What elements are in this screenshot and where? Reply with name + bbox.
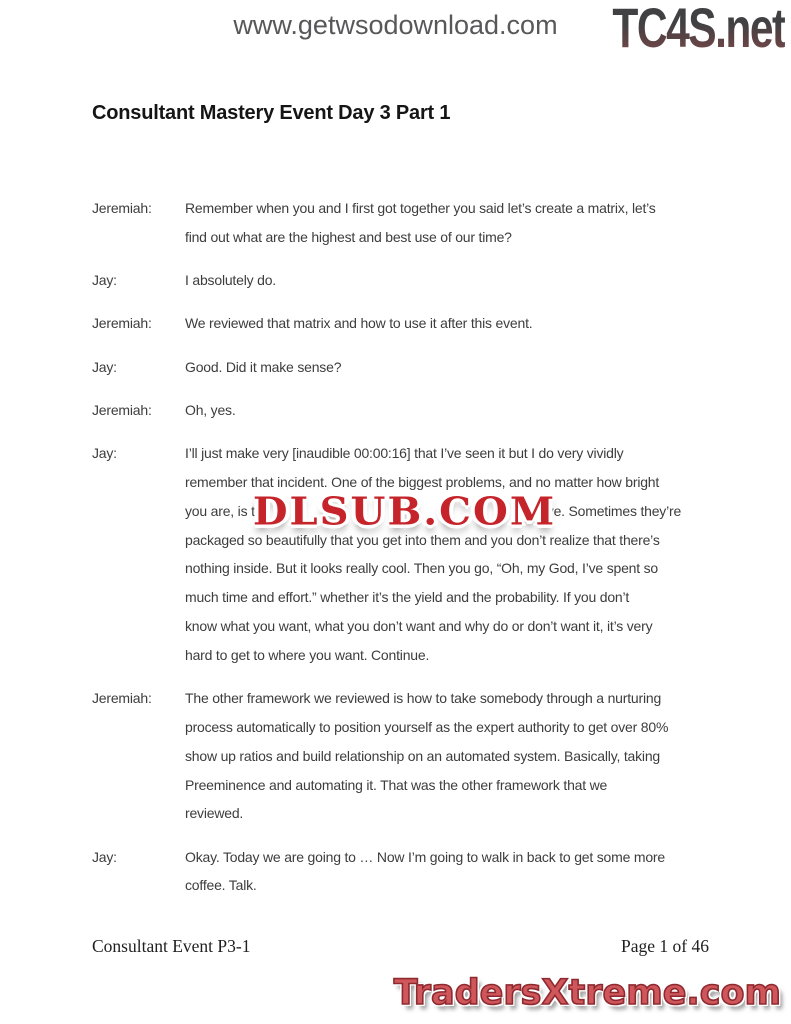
transcript-line: Okay. Today we are going to … Now I’m going to walk in back to get some more bbox=[185, 848, 665, 865]
speaker-label: Jay: bbox=[92, 445, 117, 462]
transcript-line: I absolutely do. bbox=[185, 272, 276, 289]
transcript-line: show up ratios and build relationship on an automated system. Basically, taking bbox=[185, 747, 660, 764]
obscured-line-left: you are, is t bbox=[185, 502, 255, 519]
dlsub-watermark: DLSUB.COM bbox=[252, 488, 557, 534]
transcript-entry bbox=[92, 843, 752, 901]
tradersxtreme-logo: TradersXtreme.com bbox=[393, 973, 781, 1013]
entry-text bbox=[185, 353, 752, 382]
transcript-line: nothing inside. But it looks really cool. Then you go, “Oh, my God, I’ve spent so bbox=[185, 560, 659, 577]
entry-text bbox=[185, 684, 752, 828]
header-url: www.getwsodownload.com bbox=[233, 10, 558, 40]
speaker-label: Jeremiah: bbox=[92, 690, 152, 707]
speaker-label: Jeremiah: bbox=[92, 200, 152, 216]
entry-text bbox=[185, 439, 752, 669]
tc4s-logo: TC4S.net bbox=[612, 0, 785, 59]
transcript-line: remember that incident. One of the biggest problems, and no matter how bright bbox=[185, 474, 660, 491]
entry-text bbox=[185, 194, 752, 252]
entry-text bbox=[185, 309, 752, 338]
page-title: Consultant Mastery Event Day 3 Part 1 bbox=[92, 102, 451, 124]
obscured-line-right: ve. Sometimes they’re bbox=[546, 502, 682, 519]
entry-text bbox=[185, 266, 752, 295]
transcript-line: Preeminence and automating it. That was the other framework that we bbox=[185, 776, 608, 793]
transcript-line: know what you want, what you don’t want and why do or don’t want it, it’s very bbox=[185, 618, 653, 635]
transcript-line: hard to get to where you want. Continue. bbox=[185, 646, 430, 663]
transcript-line: process automatically to position yourself as the expert authority to get over 80% bbox=[185, 718, 669, 735]
footer-page-number: Page 1 of 46 bbox=[621, 936, 709, 956]
transcript-line: Oh, yes. bbox=[185, 401, 236, 418]
entry-text bbox=[185, 843, 752, 901]
transcript-entry bbox=[92, 266, 752, 295]
transcript-line: reviewed. bbox=[185, 805, 244, 822]
speaker-label: Jeremiah: bbox=[92, 315, 152, 332]
transcript bbox=[92, 194, 752, 915]
transcript-line: Good. Did it make sense? bbox=[185, 358, 342, 375]
speaker-label: Jay: bbox=[92, 272, 117, 289]
page-footer bbox=[92, 936, 709, 957]
transcript-line: Remember when you and I first got together you said let’s create a matrix, let’s bbox=[185, 200, 656, 216]
transcript-entry bbox=[92, 439, 752, 669]
transcript-line: coffee. Talk. bbox=[185, 877, 257, 894]
transcript-entry bbox=[92, 194, 752, 252]
transcript-line: We reviewed that matrix and how to use it after this event. bbox=[185, 315, 533, 332]
entry-text bbox=[185, 396, 752, 425]
transcript-line: much time and effort.” whether it’s the yield and the probability. If you don’t bbox=[185, 589, 630, 606]
speaker-label: Jay: bbox=[92, 358, 117, 375]
transcript-entry bbox=[92, 396, 752, 425]
transcript-entry bbox=[92, 309, 752, 338]
transcript-line: The other framework we reviewed is how to take somebody through a nurturing bbox=[185, 690, 662, 707]
transcript-line: find out what are the highest and best use of our time? bbox=[185, 228, 512, 245]
speaker-label: Jay: bbox=[92, 848, 117, 865]
footer-document-name: Consultant Event P3-1 bbox=[92, 936, 251, 956]
transcript-line: I’ll just make very [inaudible 00:00:16] that I’ve seen it but I do very vividly bbox=[185, 445, 624, 462]
speaker-label: Jeremiah: bbox=[92, 401, 152, 418]
transcript-entry bbox=[92, 353, 752, 382]
transcript-entry bbox=[92, 684, 752, 828]
transcript-line: packaged so beautifully that you get into them and you don’t realize that there’s bbox=[185, 531, 660, 548]
